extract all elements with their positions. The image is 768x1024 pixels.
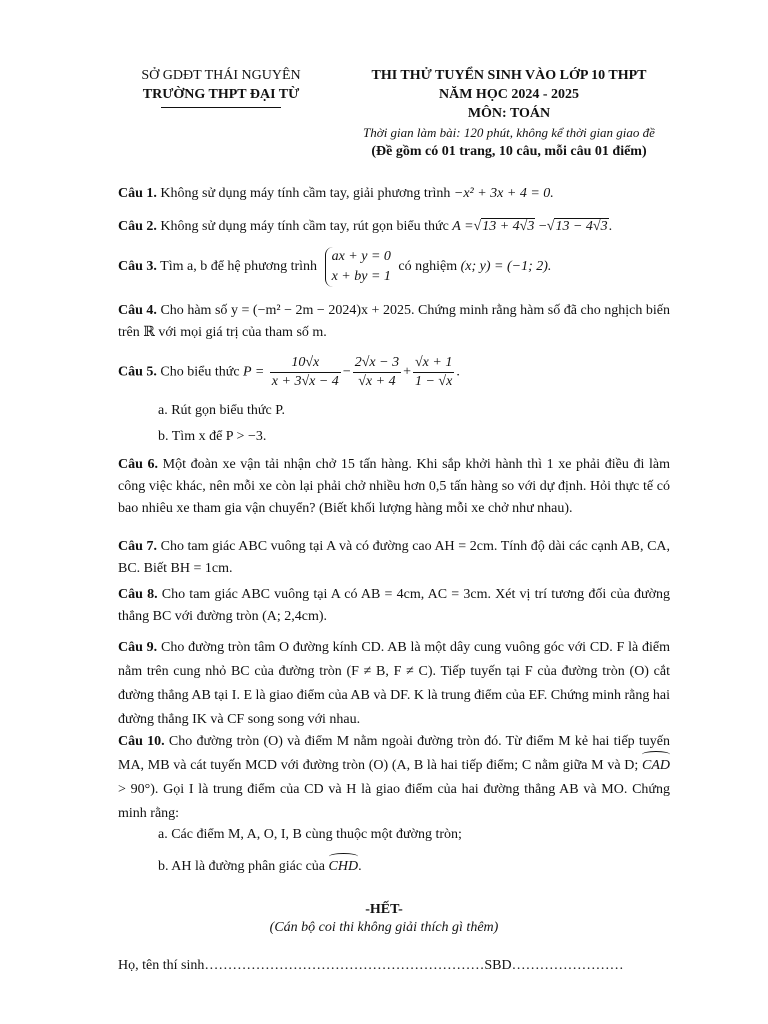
question-6 [118, 454, 670, 520]
fraction-3 [413, 354, 454, 391]
question-math: −x² + 3x + 4 = 0. [453, 186, 554, 201]
denominator: x + 3√x − 4 [271, 374, 339, 389]
expression-name: P = [243, 364, 265, 380]
question-label: Câu 1. [118, 186, 157, 201]
question-2: Câu 2. Không sử dụng máy tính cầm tay, rút gọn biểu thức A =√13 + 4√3 −√13 − 4√3. [118, 219, 613, 234]
numerator: √x + 1 [413, 354, 454, 373]
question-label: Câu 4. [118, 303, 157, 318]
question-label: Câu 5. [118, 364, 157, 380]
expression-name: A = [452, 219, 474, 234]
question-label: Câu 7. [118, 539, 157, 554]
end-note: (Cán bộ coi thi không giải thích gì thêm) [269, 920, 499, 935]
question-text: Cho đường tròn tâm O đường kính CD. AB là một dây cung vuông góc với CD. F là điểm nằm trên cung nhỏ BC của đường tròn (F ≠ B, F ≠ C). Tiếp tuyến tại F của đường tròn (O) cắt đường thẳng AB tại I. E là giao điểm của AB và DF. K là trung điểm của EF. Chứng minh rằng hai đường thẳng IK và CF song song với nhau. [118, 640, 671, 727]
question-text: Cho tam giác ABC vuông tại A có AB = 4cm, AC = 3cm. Xét vị trí tương đối của đường thẳng BC với đường tròn (A; 2,4cm). [118, 587, 670, 624]
question-1 [118, 183, 670, 205]
denominator: √x + 4 [358, 374, 396, 389]
question-7 [118, 536, 670, 580]
solution: (x; y) = (−1; 2). [460, 259, 552, 275]
question-3 [118, 247, 670, 287]
end-punct: . [608, 219, 613, 234]
header-left [118, 66, 324, 108]
question-label: Câu 10. [118, 734, 165, 749]
question-10b [158, 856, 362, 878]
numerator: 2√x − 3 [353, 354, 401, 373]
question-text: Không sử dụng máy tính cầm tay, rút gọn biểu thức [160, 219, 449, 234]
radicand-2: 13 − 4√3 [555, 219, 608, 234]
question-text: Cho biểu thức [160, 364, 240, 380]
exam-title: THI THỬ TUYỂN SINH VÀO LỚP 10 THPT [371, 68, 647, 83]
question-text: Cho tam giác ABC vuông tại A và có đường cao AH = 2cm. Tính độ dài các cạnh AB, CA, BC. Biết BH = 1cm. [118, 539, 671, 576]
question-8 [118, 584, 670, 628]
school-year: NĂM HỌC 2024 - 2025 [439, 87, 579, 102]
question-label: Câu 3. [118, 259, 157, 275]
question-text: Cho hàm số y = (−m² − 2m − 2024)x + 2025. Chứng minh rằng hàm số đã cho nghịch biến trên ℝ với mọi giá trị của tham số m. [118, 303, 671, 340]
question-10a: a. Các điểm M, A, O, I, B cùng thuộc một đường tròn; [158, 827, 462, 842]
fraction-1 [270, 354, 341, 391]
denominator: 1 − √x [414, 374, 453, 389]
department-name: SỞ GDĐT THÁI NGUYÊN [141, 68, 301, 83]
school-name: TRƯỜNG THPT ĐẠI TỪ [142, 87, 300, 102]
equation-2: x + by = 1 [331, 269, 391, 284]
question-text: Cho đường tròn (O) và điểm M nằm ngoài đường tròn đó. Từ điểm M kẻ hai tiếp tuyến MA, MB và cát tuyến MCD với đường tròn (O) (A, B là hai tiếp điểm; C nằm giữa M và D; [118, 734, 671, 773]
end-title: -HẾT- [365, 902, 403, 917]
exam-note: (Đề gồm có 01 trang, 10 câu, mỗi câu 01 điểm) [371, 144, 647, 159]
equation-system [325, 247, 391, 287]
question-5a: a. Rút gọn biểu thức P. [158, 403, 285, 418]
minus-sign: − [538, 219, 547, 234]
question-9 [118, 636, 670, 732]
numerator: 10√x [270, 354, 341, 373]
question-10 [118, 730, 670, 826]
header-right [330, 66, 688, 161]
radicand-1: 13 + 4√3 [482, 219, 535, 234]
question-text: Không sử dụng máy tính cầm tay, giải phương trình [160, 186, 451, 201]
fraction-2 [353, 354, 401, 391]
question-5: Câu 5. Cho biểu thức P = $\frac{10√x}{x + 3√x - 4}$ − $\frac{2√x - 3}{√x + 4}$ + $\frac{√x + 1}{1 - √x}$ . [118, 355, 460, 389]
question-text: Một đoàn xe vận tải nhận chở 15 tấn hàng. Khi sắp khởi hành thì 1 xe phải điều đi làm công việc khác, nên mỗi xe còn lại phải chở nhiều hơn 0,5 tấn hàng so với dự định. Hỏi thực tế có bao nhiêu xe tham gia vận chuyển? (Biết khối lượng hàng mỗi xe chở như nhau). [118, 457, 671, 516]
equation-1: ax + y = 0 [331, 249, 391, 264]
question-4 [118, 300, 670, 344]
question-label: Câu 2. [118, 219, 157, 234]
time-allowed: Thời gian làm bài: 120 phút, không kể thời gian giao đề [363, 125, 655, 140]
candidate-info-line: Họ, tên thí sinh……………………………………………………SBD…………………… [118, 958, 624, 973]
question-text-2: > 90°). Gọi I là trung điểm của CD và H là giao điểm của hai đường thẳng AB và MO. Chứng minh rằng: [118, 782, 670, 821]
question-label: Câu 9. [118, 640, 158, 655]
arc-chd: CHD [329, 856, 359, 878]
question-label: Câu 8. [118, 587, 158, 602]
subject: MÔN: TOÁN [467, 106, 551, 121]
question-label: Câu 6. [118, 457, 159, 472]
arc-cad: CAD [642, 754, 670, 778]
question-5b: b. Tìm x để P > −3. [158, 429, 267, 444]
question-text-2: có nghiệm [398, 259, 458, 275]
header-divider [161, 107, 281, 108]
end-punct: . [358, 859, 362, 874]
question-text: Tìm a, b để hệ phương trình [160, 259, 318, 275]
question-text: b. AH là đường phân giác của [158, 859, 326, 874]
